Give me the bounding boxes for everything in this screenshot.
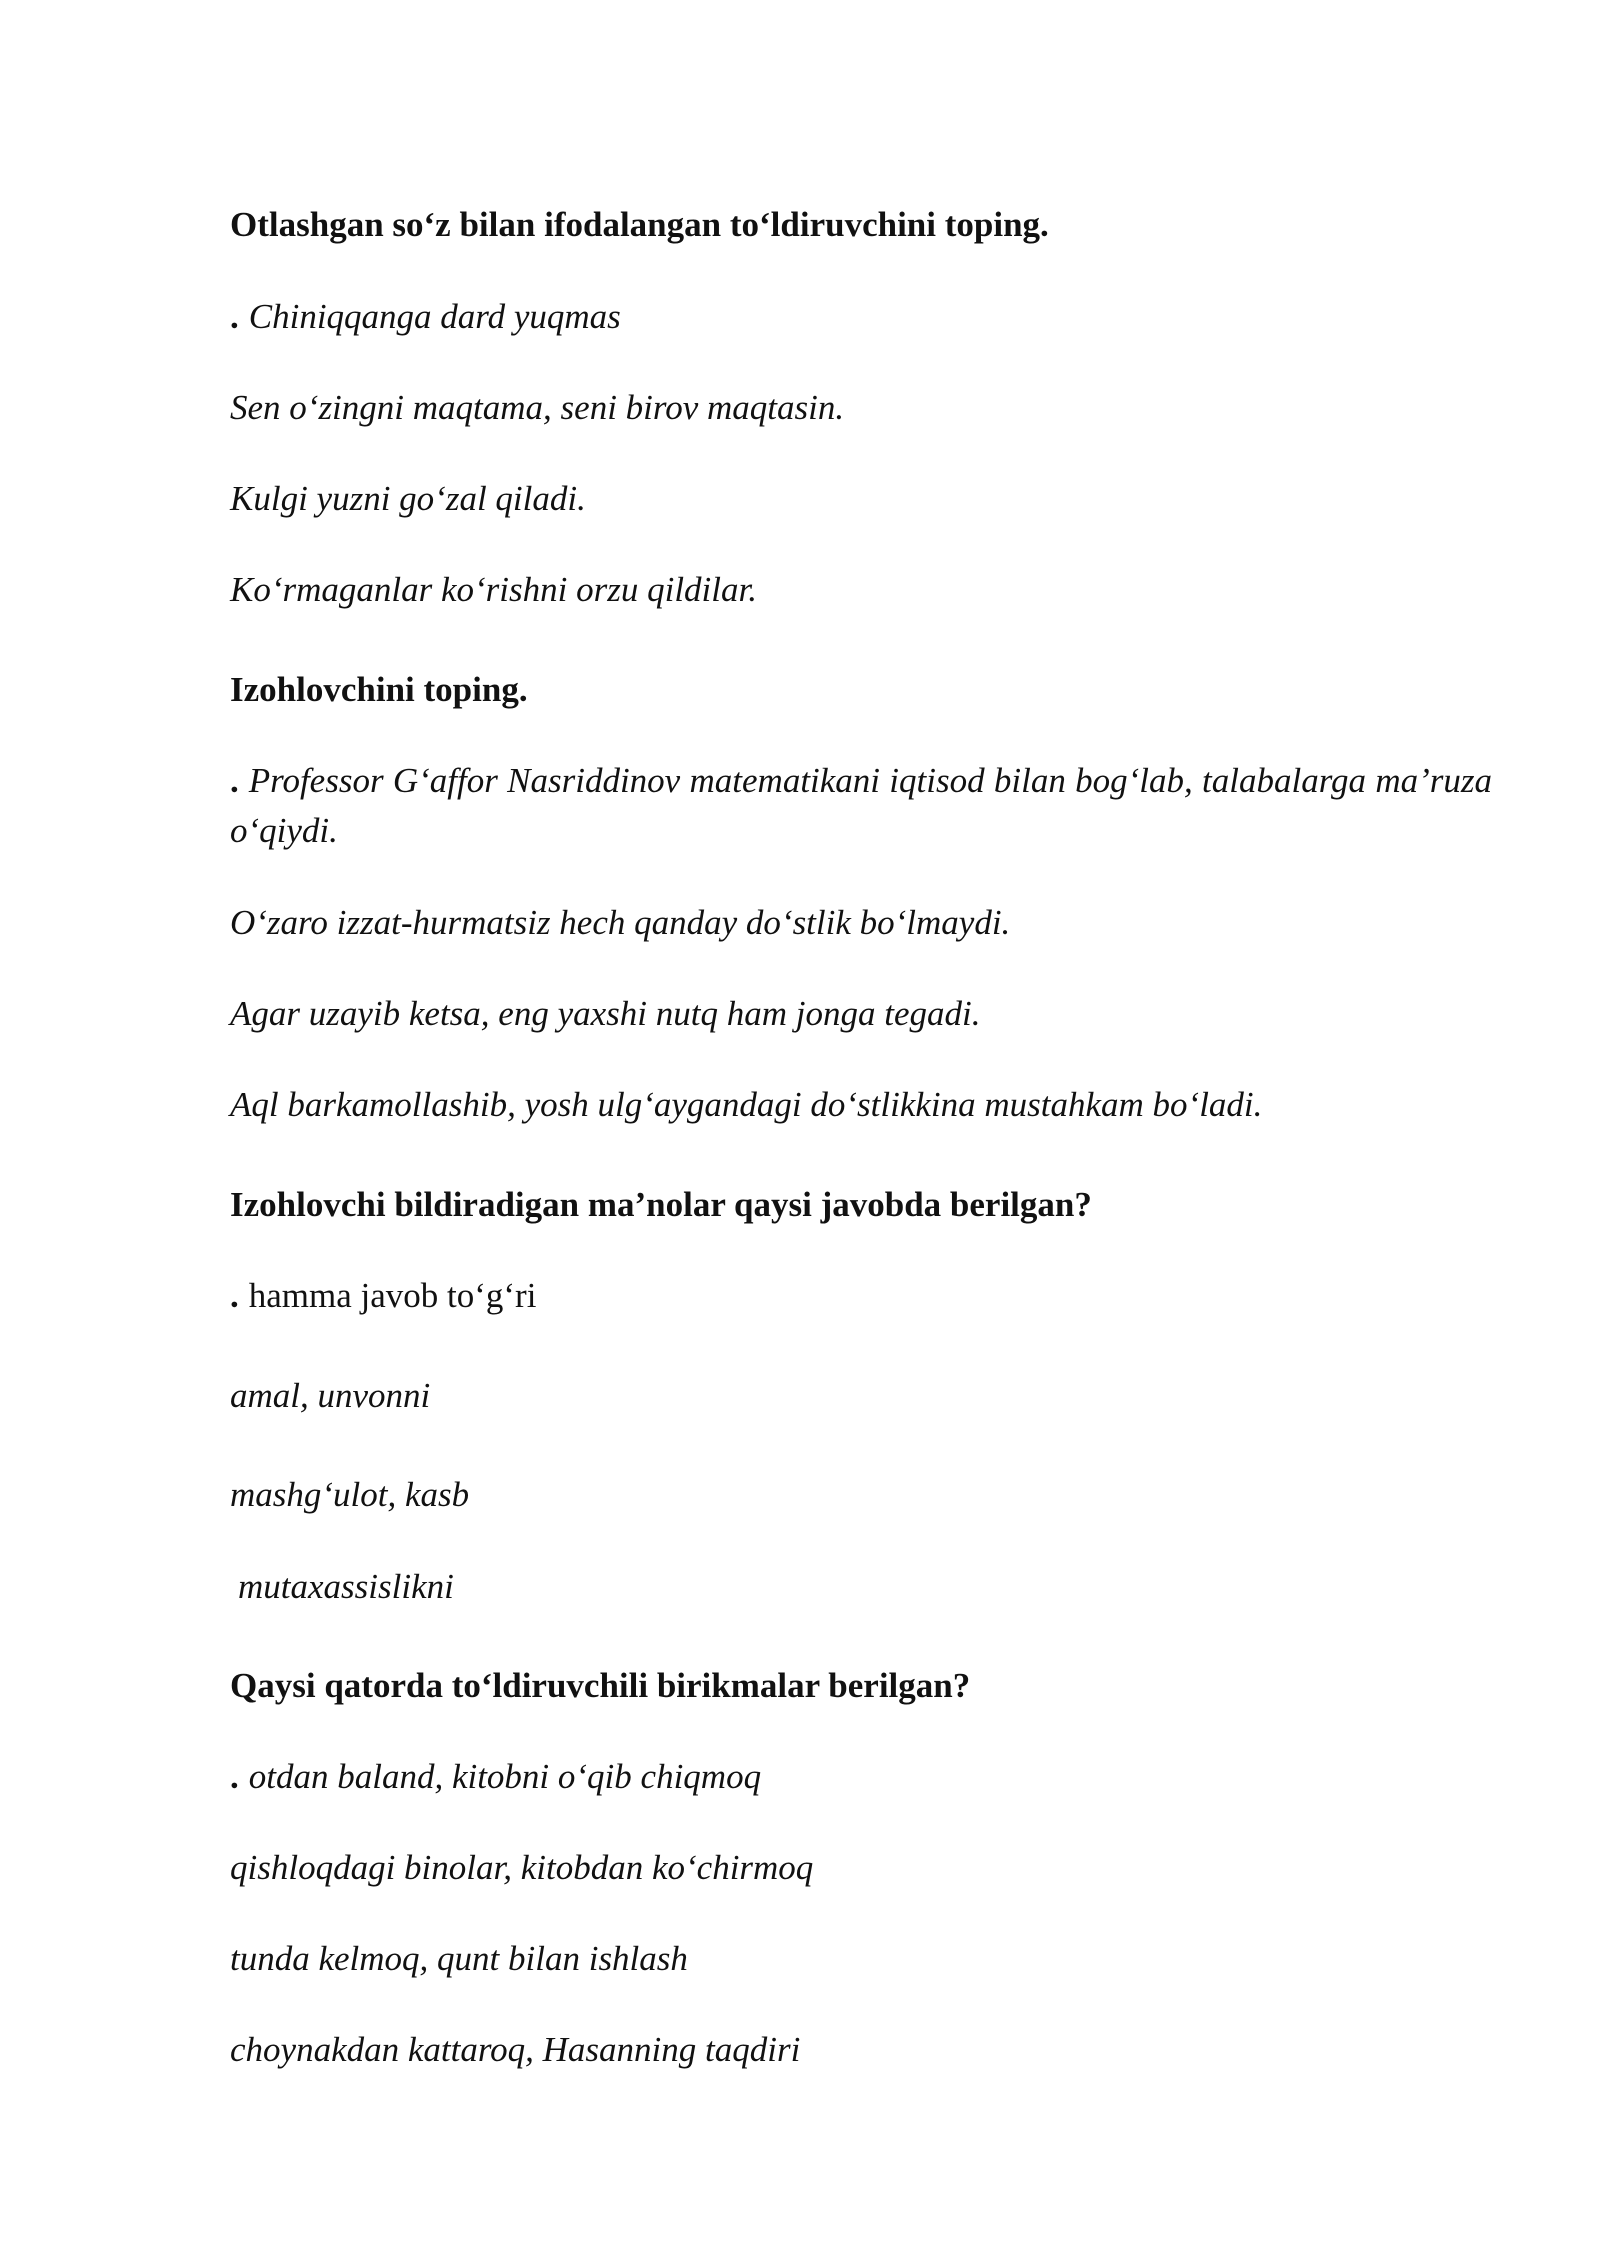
option-text: Agar uzayib ketsa, eng yaxshi nutq ham jonga tegadi. [230,994,981,1033]
option-text: mashg‘ulot, kasb [230,1475,470,1514]
option-text: Ko‘rmaganlar ko‘rishni orzu qildilar. [230,570,757,609]
question-2-option-2 [230,898,1010,948]
option-text: otdan baland, kitobni o‘qib chiqmoq [248,1757,762,1796]
question-3-option-3 [230,1470,469,1520]
question-3-option-2 [230,1371,430,1421]
question-4-option-3 [230,1934,688,1984]
answer-marker: . [230,1757,239,1796]
question-1-option-3 [230,474,586,524]
option-text: qishloqdagi binolar, kitobdan ko‘chirmoq [230,1848,814,1887]
question-2-option-4 [230,1080,1262,1130]
option-text: O‘zaro izzat-hurmatsiz hech qanday do‘stlik bo‘lmaydi. [230,903,1011,942]
question-2-option-3 [230,989,980,1039]
question-4-option-1 [230,1752,761,1802]
option-text: hamma javob to‘g‘ri [248,1276,537,1315]
question-1-title: Otlashgan so‘z bilan ifodalangan to‘ldiruvchini toping. [230,205,1049,244]
question-4-title: Qaysi qatorda to‘ldiruvchili birikmalar berilgan? [230,1666,971,1705]
question-1-option-1 [230,292,621,342]
option-text: Aql barkamollashib, yosh ulg‘aygandagi do‘stlikkina mustahkam bo‘ladi. [230,1085,1263,1124]
answer-marker: . [230,1276,239,1315]
option-text: mutaxassislikni [238,1567,454,1606]
option-text: tunda kelmoq, qunt bilan ishlash [230,1939,688,1978]
question-3-title: Izohlovchi bildiradigan ma’nolar qaysi javobda berilgan? [230,1185,1092,1224]
option-text: Chiniqqanga dard yuqmas [248,297,621,336]
option-text: Professor G‘affor Nasriddinov matematikani iqtisod bilan bog‘lab, talabalarga ma’ruza o‘qiydi. [230,761,1492,850]
question-2-option-1 [230,756,1492,856]
question-3-option-1 [230,1271,536,1321]
document-page [230,0,1492,2262]
question-1-option-2 [230,383,844,433]
question-1-option-4 [230,565,757,615]
question-4-option-2 [230,1843,813,1893]
option-text: amal, unvonni [230,1376,431,1415]
option-text: choynakdan kattaroq, Hasanning taqdiri [230,2030,801,2069]
question-3-option-4 [238,1562,454,1612]
option-text: Sen o‘zingni maqtama, seni birov maqtasin. [230,388,845,427]
answer-marker: . [230,761,239,800]
answer-marker: . [230,297,239,336]
question-2-title: Izohlovchini toping. [230,670,528,709]
question-4-option-4 [230,2025,800,2075]
option-text: Kulgi yuzni go‘zal qiladi. [230,479,586,518]
